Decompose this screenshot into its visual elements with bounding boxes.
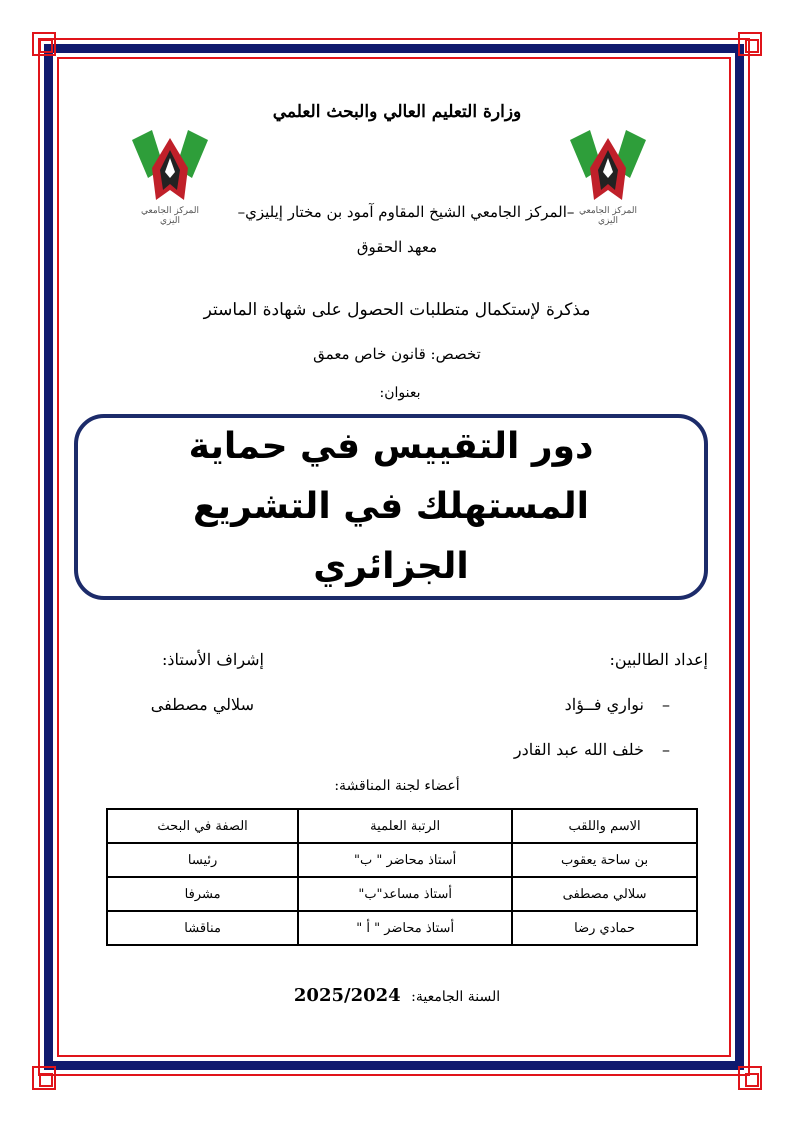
student-name-text: نواري فــؤاد: [564, 695, 644, 714]
committee-label: أعضاء لجنة المناقشة:: [334, 778, 460, 794]
table-cell: مناقشا: [107, 911, 298, 945]
student-name-2: [514, 740, 670, 759]
table-cell: أستاذ مساعد"ب": [298, 877, 512, 911]
table-header-cell: الاسم واللقب: [512, 809, 697, 843]
student-name-text: خلف الله عبد القادر: [513, 740, 644, 759]
title-label: بعنوان:: [379, 385, 421, 401]
corner-ornament-bottom-left: [32, 1066, 56, 1090]
university-logo-icon: [568, 128, 648, 206]
thesis-title: دور التقييس في حماية المستهلك في التشريع الجزائري: [188, 426, 594, 587]
specialization: تخصص: قانون خاص معمق: [313, 345, 481, 363]
students-label: إعداد الطالبين:: [609, 650, 708, 669]
logo-caption: المركز الجامعي اليزي: [579, 206, 637, 226]
table-header-row: [107, 809, 697, 843]
list-dash: –: [662, 695, 670, 714]
memo-purpose: مذكرة لإستكمال متطلبات الحصول على شهادة الماستر: [203, 300, 591, 320]
table-row: [107, 911, 697, 945]
table-cell: مشرفا: [107, 877, 298, 911]
table-cell: رئيسا: [107, 843, 298, 877]
logo-caption: المركز الجامعي اليزي: [141, 206, 199, 226]
supervisor-label: إشراف الأستاذ:: [162, 650, 264, 669]
table-cell: أستاذ محاضر " ب": [298, 843, 512, 877]
table-cell: أستاذ محاضر " أ ": [298, 911, 512, 945]
table-row: [107, 843, 697, 877]
committee-table: [106, 808, 698, 946]
thesis-title-box: [74, 414, 708, 600]
list-dash: –: [662, 740, 670, 759]
academic-year-label: السنة الجامعية:: [411, 989, 501, 1005]
university-logo-left: [130, 128, 210, 226]
table-header-cell: الرتبة العلمية: [298, 809, 512, 843]
institute-name: معهد الحقوق: [356, 238, 438, 256]
academic-year: [0, 985, 794, 1006]
table-cell: سلالي مصطفى: [512, 877, 697, 911]
table-row: [107, 877, 697, 911]
table-cell: حمادي رضا: [512, 911, 697, 945]
university-center-name: –المركز الجامعي الشيخ المقاوم آمود بن مختار إيليزي–: [237, 203, 575, 221]
table-header-cell: الصفة في البحث: [107, 809, 298, 843]
student-name-1: [565, 695, 670, 714]
corner-ornament-top-left: [32, 32, 56, 56]
corner-ornament-top-right: [738, 32, 762, 56]
corner-ornament-bottom-right: [738, 1066, 762, 1090]
table-cell: بن ساحة يعقوب: [512, 843, 697, 877]
university-logo-icon: [130, 128, 210, 206]
supervisor-name: سلالي مصطفى: [150, 695, 254, 714]
academic-year-value: 2025/2024: [293, 985, 401, 1006]
ministry-heading: وزارة التعليم العالي والبحث العلمي: [272, 102, 522, 122]
